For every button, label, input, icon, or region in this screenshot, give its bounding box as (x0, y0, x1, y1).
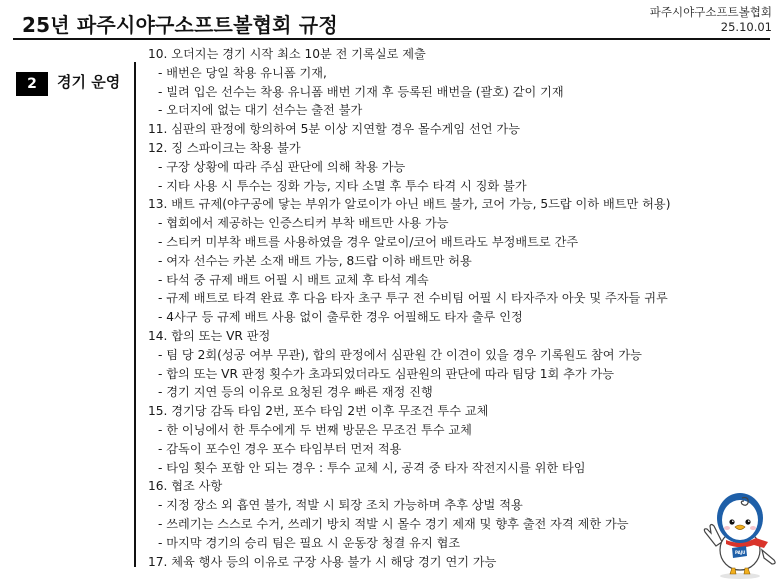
rules-list (148, 45, 780, 571)
rule-sub-item: - 한 이닝에서 한 투수에게 두 번째 방문은 무조건 투수 교체 (158, 422, 472, 437)
rule-13 (148, 195, 780, 327)
rule-17 (148, 553, 780, 572)
organization-name: 파주시야구소프트볼협회 (649, 5, 772, 19)
rule-sub-item: - 팀 당 2회(성공 여부 무관), 합의 판정에서 심판원 간 이견이 있을 경우 기록원도 참여 가능 (158, 347, 642, 362)
rule-text: 16. 협조 사항 (148, 479, 223, 494)
rule-sub-item: - 마지막 경기의 승리 팀은 필요 시 운동장 청결 유지 협조 (158, 535, 461, 550)
rule-sub-item: - 배번은 당일 착용 유니폼 기재, (158, 65, 327, 80)
rule-sub-item: - 경기 지연 등의 이유로 요청된 경우 빠른 재정 진행 (158, 385, 433, 400)
document-date: 25.10.01 (720, 20, 772, 34)
rule-16 (148, 477, 780, 552)
rule-15 (148, 402, 780, 477)
rule-sub-item: - 규제 배트로 타격 완료 후 다음 타자 초구 투구 전 수비팀 어필 시 타자주자 아웃 및 주자들 귀루 (158, 291, 668, 306)
rule-text: 11. 심판의 판정에 항의하여 5분 이상 지연할 경우 몰수게임 선언 가능 (148, 122, 520, 137)
rule-sub-item: - 감독이 포수인 경우 포수 타임부터 먼저 적용 (158, 441, 402, 456)
rule-text: 14. 합의 또는 VR 판정 (148, 328, 271, 343)
rule-sub-item: - 지타 사용 시 투수는 징화 가능, 지타 소멸 후 투수 타격 시 징화 불가 (158, 178, 527, 193)
rule-sub-item: - 타임 횟수 포함 안 되는 경우 : 투수 교체 시, 공격 중 타자 작전지시를 위한 타임 (158, 460, 586, 475)
rule-12 (148, 139, 780, 195)
rule-text: 10. 오더지는 경기 시작 최소 10분 전 기록실로 제출 (148, 47, 426, 61)
rule-text: 17. 체육 행사 등의 이유로 구장 사용 불가 시 해당 경기 연기 가능 (148, 554, 497, 569)
rule-sub-item: - 구장 상황에 따라 주심 판단에 의해 착용 가능 (158, 159, 406, 174)
rule-14 (148, 327, 780, 402)
header-meta (650, 5, 772, 35)
rule-sub-item: - 협회에서 제공하는 인증스티커 부착 배트만 사용 가능 (158, 216, 449, 231)
section-number-badge: 2 (16, 72, 48, 96)
rule-10 (148, 45, 780, 120)
svg-text:PAJU: PAJU (735, 550, 746, 555)
rule-sub-item: - 오더지에 없는 대기 선수는 출전 불가 (158, 103, 363, 118)
rule-11 (148, 120, 780, 139)
rule-text: 12. 징 스파이크는 착용 불가 (148, 140, 301, 155)
rule-text: 13. 배트 규제(야구공에 닿는 부위가 알로이가 아닌 배트 불가, 코어 가능, 5드랍 이하 배트만 허용) (148, 197, 671, 212)
section-divider (134, 62, 136, 567)
rule-sub-item: - 타석 중 규제 배트 어필 시 배트 교체 후 타석 계속 (158, 272, 429, 287)
rule-sub-item: - 합의 또는 VR 판정 횟수가 초과되었더라도 심판원의 판단에 따라 팀당 1회 추가 가능 (158, 366, 615, 381)
header-divider (13, 38, 770, 40)
rule-text: 15. 경기당 감독 타임 2번, 포수 타임 2번 이후 무조건 투수 교체 (148, 404, 489, 419)
rule-sub-item: - 여자 선수는 카본 소재 배트 가능, 8드랍 이하 배트만 허용 (158, 253, 472, 268)
mascot-bird-icon (702, 488, 778, 580)
section-title: 경기 운영 (57, 73, 121, 91)
page-title: 25년 파주시야구소프트볼협회 규정 (22, 13, 338, 37)
rule-sub-item: - 쓰레기는 스스로 수거, 쓰레기 방치 적발 시 몰수 경기 제재 및 향후 출전 자격 제한 가능 (158, 516, 629, 531)
rule-sub-item: - 4사구 등 규제 배트 사용 없이 출루한 경우 어필해도 타자 출루 인정 (158, 310, 523, 325)
rule-sub-item: - 지정 장소 외 흡연 불가, 적발 시 퇴장 조치 가능하며 추후 상벌 적용 (158, 498, 523, 513)
rule-sub-item: - 스티커 미부착 배트를 사용하였을 경우 알로이/코어 배트라도 부정배트로 간주 (158, 234, 579, 249)
rule-sub-item: - 빌려 입은 선수는 착용 유니폼 배번 기재 후 등록된 배번을 (괄호) 같이 기재 (158, 84, 564, 99)
